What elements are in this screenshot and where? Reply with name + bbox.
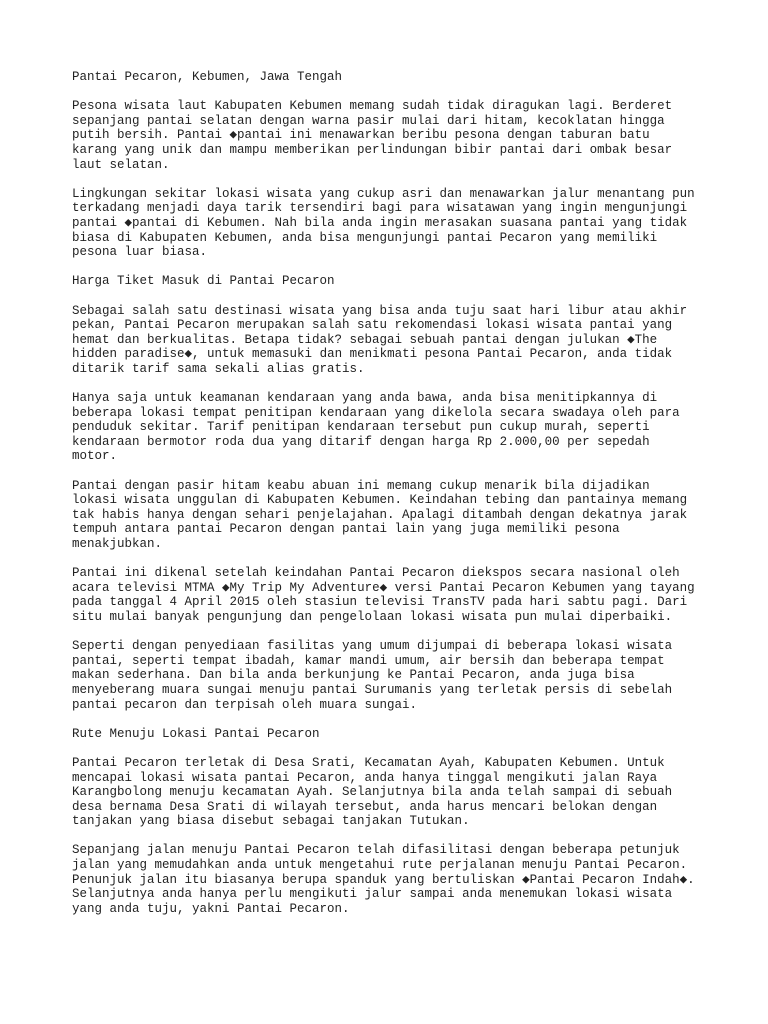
- text-line: putih bersih. Pantai ◆pantai ini menawarkan beribu pesona dengan taburan batu: [72, 128, 650, 143]
- text-line: menyeberang muara sungai menuju pantai Surumanis yang terletak persis di sebelah: [72, 682, 673, 697]
- text-line: Pantai Pecaron, Kebumen, Jawa Tengah: [72, 70, 343, 84]
- body-paragraph: [72, 843, 712, 916]
- text-line: desa bernama Desa Srati di wilayah tersebut, anda harus mencari belokan dengan: [72, 799, 658, 814]
- text-line: terkadang menjadi daya tarik tersendiri bagi para wisatawan yang ingin mengunjungi: [72, 201, 688, 216]
- text-line: Pantai ini dikenal setelah keindahan Pantai Pecaron diekspos secara nasional oleh: [72, 566, 680, 581]
- text-line: laut selatan.: [72, 157, 170, 172]
- text-line: pada tanggal 4 April 2015 oleh stasiun televisi TransTV pada hari sabtu pagi. Dari: [72, 595, 688, 610]
- text-line: kendaraan bermotor roda dua yang ditarif dengan harga Rp 2.000,00 per sepedah: [72, 434, 650, 449]
- body-paragraph: [72, 479, 712, 552]
- text-line: acara televisi MTMA ◆My Trip My Adventure◆ versi Pantai Pecaron Kebumen yang tayang: [72, 580, 695, 595]
- text-line: pantai, seperti tempat ibadah, kamar mandi umum, air bersih dan beberapa tempat: [72, 653, 665, 668]
- body-paragraph: [72, 391, 712, 464]
- text-line: Rute Menuju Lokasi Pantai Pecaron: [72, 726, 320, 741]
- text-line: Selanjutnya anda hanya perlu mengikuti jalur sampai anda menemukan lokasi wisata: [72, 887, 673, 902]
- text-line: karang yang unik dan mampu memberikan perlindungan bibir pantai dari ombak besar: [72, 142, 673, 157]
- text-line: ditarik tarif sama sekali alias gratis.: [72, 361, 365, 376]
- section-heading: [72, 70, 712, 85]
- text-line: tak habis hanya dengan sehari penjelajahan. Apalagi ditambah dengan dekatnya jarak: [72, 507, 688, 522]
- text-line: mencapai lokasi wisata pantai Pecaron, anda hanya tinggal mengikuti jalan Raya: [72, 770, 658, 785]
- body-paragraph: [72, 187, 712, 260]
- text-line: Hanya saja untuk keamanan kendaraan yang anda bawa, anda bisa menitipkannya di: [72, 391, 658, 406]
- section-heading: [72, 274, 712, 289]
- text-line: motor.: [72, 449, 118, 464]
- text-line: Sebagai salah satu destinasi wisata yang bisa anda tuju saat hari libur atau akhir: [72, 303, 688, 318]
- text-line: hidden paradise◆, untuk memasuki dan menikmati pesona Pantai Pecaron, anda tidak: [72, 347, 673, 362]
- text-line: Sepanjang jalan menuju Pantai Pecaron telah difasilitasi dengan beberapa petunjuk: [72, 843, 680, 858]
- body-paragraph: [72, 566, 712, 624]
- text-line: sepanjang pantai selatan dengan warna pasir mulai dari hitam, kecoklatan hingga: [72, 113, 665, 128]
- text-line: Penunjuk jalan itu biasanya berupa spanduk yang bertuliskan ◆Pantai Pecaron Indah◆.: [72, 872, 695, 887]
- body-paragraph: [72, 756, 712, 829]
- body-paragraph: [72, 99, 712, 172]
- text-line: Pantai dengan pasir hitam keabu abuan ini memang cukup menarik bila dijadikan: [72, 478, 650, 493]
- body-paragraph: [72, 639, 712, 712]
- text-line: Lingkungan sekitar lokasi wisata yang cukup asri dan menawarkan jalur menantang pun: [72, 186, 695, 201]
- text-line: pekan, Pantai Pecaron merupakan salah satu rekomendasi lokasi wisata pantai yang: [72, 318, 673, 333]
- text-line: lokasi wisata unggulan di Kabupaten Kebumen. Keindahan tebing dan pantainya memang: [72, 493, 688, 508]
- text-line: tempuh antara pantai Pecaron dengan pantai lain yang juga memiliki pesona: [72, 522, 620, 537]
- text-line: situ mulai banyak pengunjung dan pengelolaan lokasi wisata pun mulai diperbaiki.: [72, 609, 673, 624]
- text-line: pantai pecaron dan terpisah oleh muara sungai.: [72, 697, 418, 712]
- section-heading: [72, 727, 712, 742]
- text-line: jalan yang memudahkan anda untuk mengetahui rute perjalanan menuju Pantai Pecaron.: [72, 858, 688, 873]
- text-line: biasa di Kabupaten Kebumen, anda bisa mengunjungi pantai Pecaron yang memiliki: [72, 230, 658, 245]
- text-line: Pantai Pecaron terletak di Desa Srati, Kecamatan Ayah, Kabupaten Kebumen. Untuk: [72, 755, 665, 770]
- text-line: beberapa lokasi tempat penitipan kendaraan yang dikelola secara swadaya oleh para: [72, 405, 680, 420]
- text-line: pesona luar biasa.: [72, 245, 208, 260]
- text-line: pantai ◆pantai di Kebumen. Nah bila anda ingin merasakan suasana pantai yang tidak: [72, 215, 688, 230]
- text-line: Karangbolong menuju kecamatan Ayah. Selanjutnya bila anda telah sampai di sebuah: [72, 785, 673, 800]
- text-line: menakjubkan.: [72, 537, 163, 551]
- text-line: Harga Tiket Masuk di Pantai Pecaron: [72, 274, 335, 289]
- text-line: Seperti dengan penyediaan fasilitas yang umum dijumpai di beberapa lokasi wisata: [72, 639, 673, 654]
- text-line: hemat dan berkualitas. Betapa tidak? sebagai sebuah pantai dengan julukan ◆The: [72, 332, 658, 347]
- text-line: yang anda tuju, yakni Pantai Pecaron.: [72, 901, 350, 916]
- text-line: makan sederhana. Dan bila anda berkunjung ke Pantai Pecaron, anda juga bisa: [72, 668, 635, 683]
- body-paragraph: [72, 304, 712, 377]
- text-line: penduduk sekitar. Tarif penitipan kendaraan tersebut pun cukup murah, seperti: [72, 420, 650, 435]
- document-page: [72, 70, 712, 931]
- text-line: tanjakan yang biasa disebut sebagai tanjakan Tutukan.: [72, 814, 470, 829]
- text-line: Pesona wisata laut Kabupaten Kebumen memang sudah tidak diragukan lagi. Berderet: [72, 99, 673, 114]
